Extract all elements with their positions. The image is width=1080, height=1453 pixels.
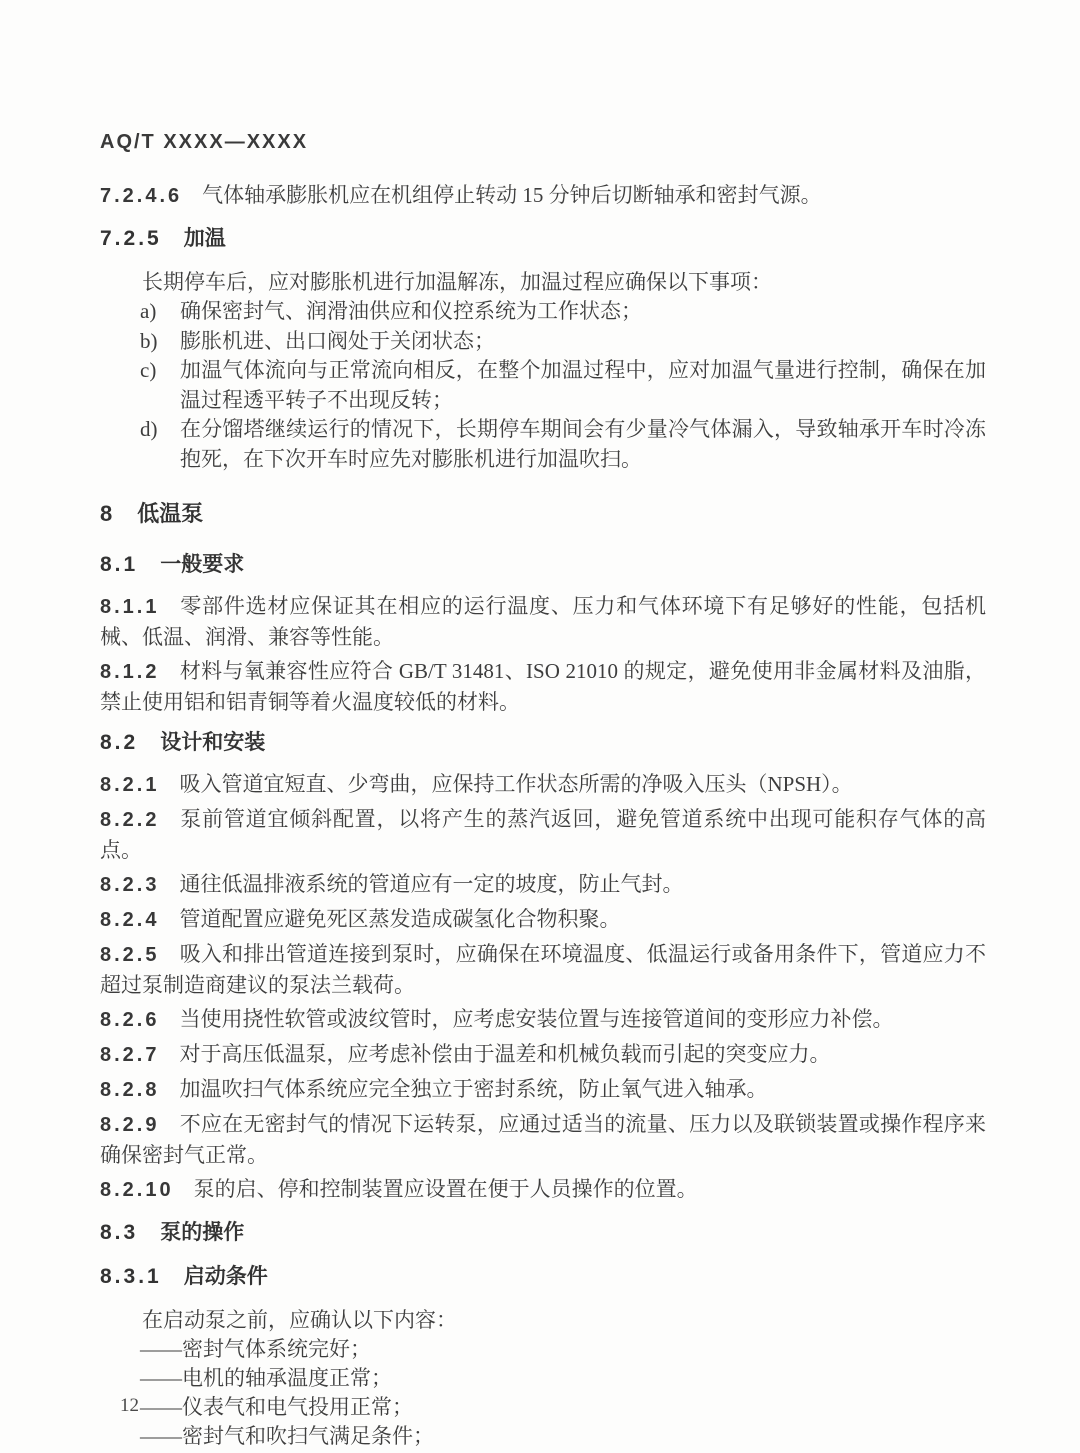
heading-title: 加温 bbox=[183, 227, 226, 250]
warming-item-list bbox=[100, 297, 986, 474]
heading-title: 设计和安装 bbox=[160, 731, 266, 754]
heading-8-3-1 bbox=[100, 1261, 986, 1292]
heading-number: 8.3.1 bbox=[100, 1265, 162, 1288]
dash-list-item: ——电机的轴承温度正常； bbox=[140, 1366, 392, 1390]
chapter-8-heading bbox=[100, 498, 986, 530]
heading-title: 启动条件 bbox=[183, 1265, 268, 1288]
clause-number: 7.2.4.6 bbox=[100, 185, 183, 207]
clause-number: 8.2.8 bbox=[100, 1079, 160, 1101]
clause-number: 8.2.4 bbox=[100, 909, 160, 931]
clause-text: 当使用挠性软管或波纹管时，应考虑安装位置与连接管道间的变形应力补偿。 bbox=[179, 1007, 894, 1031]
clause-text: 不应在无密封气的情况下运转泵，应通过适当的流量、压力以及联锁装置或操作程序来确保密封气正常。 bbox=[100, 1112, 986, 1167]
list-item bbox=[100, 356, 986, 415]
clause-text: 对于高压低温泵，应考虑补偿由于温差和机械负载而引起的突变应力。 bbox=[179, 1042, 831, 1066]
heading-8-1 bbox=[100, 549, 986, 580]
clause-number: 8.2.6 bbox=[100, 1009, 160, 1031]
clause-number: 8.2.3 bbox=[100, 874, 160, 896]
clause-number: 8.2.1 bbox=[100, 774, 160, 796]
clause-7-2-4-6 bbox=[100, 180, 986, 211]
chapter-title: 低温泵 bbox=[137, 501, 204, 526]
clause-8-2-1 bbox=[100, 769, 986, 800]
list-item-text: 加温气体流向与正常流向相反，在整个加温过程中，应对加温气量进行控制，确保在加温过程透平转子不出现反转； bbox=[180, 358, 986, 412]
clause-text: 零部件选材应保证其在相应的运行温度、压力和气体环境下有足够好的性能，包括机械、低温、润滑、兼容等性能。 bbox=[100, 594, 986, 649]
list-item-text: 膨胀机进、出口阀处于关闭状态； bbox=[180, 328, 495, 353]
heading-8-2 bbox=[100, 727, 986, 758]
heading-number: 7.2.5 bbox=[100, 227, 162, 250]
list-item bbox=[100, 327, 986, 357]
clause-8-2-4 bbox=[100, 904, 986, 935]
heading-number: 8.3 bbox=[100, 1221, 139, 1244]
dash-list-item: ——仪表气和电气投用正常； bbox=[140, 1395, 413, 1419]
clause-text: 泵的启、停和控制装置应设置在便于人员操作的位置。 bbox=[193, 1177, 698, 1201]
clause-text: 加温吹扫气体系统应完全独立于密封系统，防止氧气进入轴承。 bbox=[179, 1077, 768, 1101]
list-item bbox=[100, 297, 986, 327]
clause-8-2-5 bbox=[100, 939, 986, 1000]
clause-text: 材料与氧兼容性应符合 GB/T 31481、ISO 21010 的规定，避免使用非金属材料及油脂，禁止使用铝和铝青铜等着火温度较低的材料。 bbox=[100, 659, 986, 714]
clause-8-2-10 bbox=[100, 1174, 986, 1205]
heading-8-3 bbox=[100, 1217, 986, 1248]
clause-8-2-9 bbox=[100, 1109, 986, 1170]
clause-text: 吸入管道宜短直、少弯曲，应保持工作状态所需的净吸入压头（NPSH）。 bbox=[179, 772, 853, 796]
startup-intro-paragraph: 在启动泵之前，应确认以下内容： bbox=[142, 1308, 457, 1332]
list-item bbox=[100, 415, 986, 474]
list-marker: c) bbox=[140, 358, 157, 382]
clause-text: 管道配置应避免死区蒸发造成碳氢化合物积聚。 bbox=[179, 907, 621, 931]
clause-text: 气体轴承膨胀机应在机组停止转动 15 分钟后切断轴承和密封气源。 bbox=[202, 183, 822, 207]
heading-number: 8.1 bbox=[100, 553, 139, 576]
clause-8-1-2 bbox=[100, 656, 986, 717]
dash-list-item: ——密封气和吹扫气满足条件； bbox=[140, 1424, 434, 1448]
heading-title: 泵的操作 bbox=[160, 1221, 245, 1244]
list-marker: a) bbox=[140, 299, 157, 323]
clause-text: 泵前管道宜倾斜配置，以将产生的蒸汽返回，避免管道系统中出现可能积存气体的高点。 bbox=[100, 807, 986, 862]
clause-number: 8.2.2 bbox=[100, 809, 160, 831]
page-content bbox=[100, 130, 986, 1451]
heading-7-2-5 bbox=[100, 223, 986, 254]
clause-number: 8.2.9 bbox=[100, 1114, 160, 1136]
startup-condition-list bbox=[100, 1335, 986, 1451]
chapter-number: 8 bbox=[100, 501, 116, 526]
list-marker: b) bbox=[140, 328, 158, 353]
heading-title: 一般要求 bbox=[160, 553, 245, 576]
dash-list-item: ——密封气体系统完好； bbox=[140, 1337, 371, 1361]
clause-text: 吸入和排出管道连接到泵时，应确保在环境温度、低温运行或备用条件下，管道应力不超过泵制造商建议的泵法兰载荷。 bbox=[100, 942, 986, 997]
list-item-text: 在分馏塔继续运行的情况下，长期停车期间会有少量冷气体漏入，导致轴承开车时冷冻抱死，在下次开车时应先对膨胀机进行加温吹扫。 bbox=[180, 417, 986, 471]
page-number: 12 bbox=[120, 1395, 139, 1416]
clause-number: 8.2.10 bbox=[100, 1179, 174, 1201]
clause-text: 通往低温排液系统的管道应有一定的坡度，防止气封。 bbox=[179, 872, 684, 896]
clause-8-2-2 bbox=[100, 804, 986, 865]
heading-number: 8.2 bbox=[100, 731, 139, 754]
clause-8-2-3 bbox=[100, 869, 986, 900]
list-item-text: 确保密封气、润滑油供应和仪控系统为工作状态； bbox=[180, 299, 642, 323]
clause-8-2-8 bbox=[100, 1074, 986, 1105]
clause-8-2-7 bbox=[100, 1039, 986, 1070]
clause-number: 8.2.5 bbox=[100, 944, 160, 966]
clause-8-1-1 bbox=[100, 591, 986, 652]
standard-code-header: AQ/T XXXX—XXXX bbox=[100, 131, 309, 153]
warming-intro-paragraph: 长期停车后，应对膨胀机进行加温解冻，加温过程应确保以下事项： bbox=[142, 270, 772, 294]
clause-8-2-6 bbox=[100, 1004, 986, 1035]
list-marker: d) bbox=[140, 417, 158, 441]
clause-number: 8.1.2 bbox=[100, 661, 160, 683]
clause-number: 8.1.1 bbox=[100, 596, 160, 618]
clause-number: 8.2.7 bbox=[100, 1044, 160, 1066]
